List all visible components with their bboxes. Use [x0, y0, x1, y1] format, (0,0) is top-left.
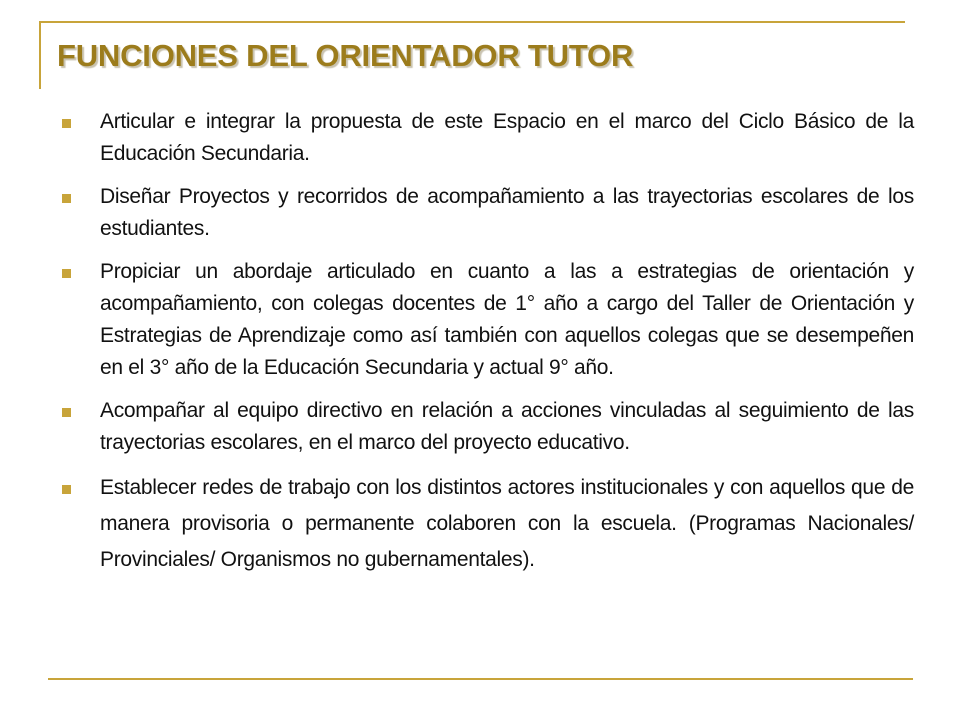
bullet-item	[62, 470, 914, 578]
top-divider	[40, 21, 905, 23]
bullet-text: Diseñar Proyectos y recorridos de acompañamiento a las trayectorias escolares de los estudiantes.	[100, 185, 914, 240]
bullet-text: Articular e integrar la propuesta de este Espacio en el marco del Ciclo Básico de la Educación Secundaria.	[100, 110, 914, 165]
square-bullet-icon	[62, 269, 71, 278]
bullet-item	[62, 256, 914, 384]
bullet-list	[62, 106, 914, 589]
square-bullet-icon	[62, 408, 71, 417]
bullet-text: Acompañar al equipo directivo en relación a acciones vinculadas al seguimiento de las trayectorias escolares, en el marco del proyecto educativo.	[100, 399, 914, 454]
bullet-text: Propiciar un abordaje articulado en cuanto a las a estrategias de orientación y acompañamiento, con colegas docentes de 1° año a cargo del Taller de Orientación y Estrategias de Aprendizaje como así también con aquellos colegas que se desempeñen en el 3° año de la Educación Secundaria y actual 9° año.	[100, 260, 914, 379]
left-divider	[39, 21, 41, 89]
bullet-text: Establecer redes de trabajo con los distintos actores institucionales y con aquellos que de manera provisoria o permanente colaboren con la escuela. (Programas Nacionales/ Provinciales/ Organismos no gubernamentales).	[100, 476, 914, 571]
square-bullet-icon	[62, 194, 71, 203]
bullet-item	[62, 181, 914, 245]
square-bullet-icon	[62, 485, 71, 494]
bullet-item	[62, 106, 914, 170]
slide-title: FUNCIONES DEL ORIENTADOR TUTOR	[57, 38, 634, 73]
bottom-divider	[48, 678, 913, 680]
square-bullet-icon	[62, 119, 71, 128]
bullet-item	[62, 395, 914, 459]
